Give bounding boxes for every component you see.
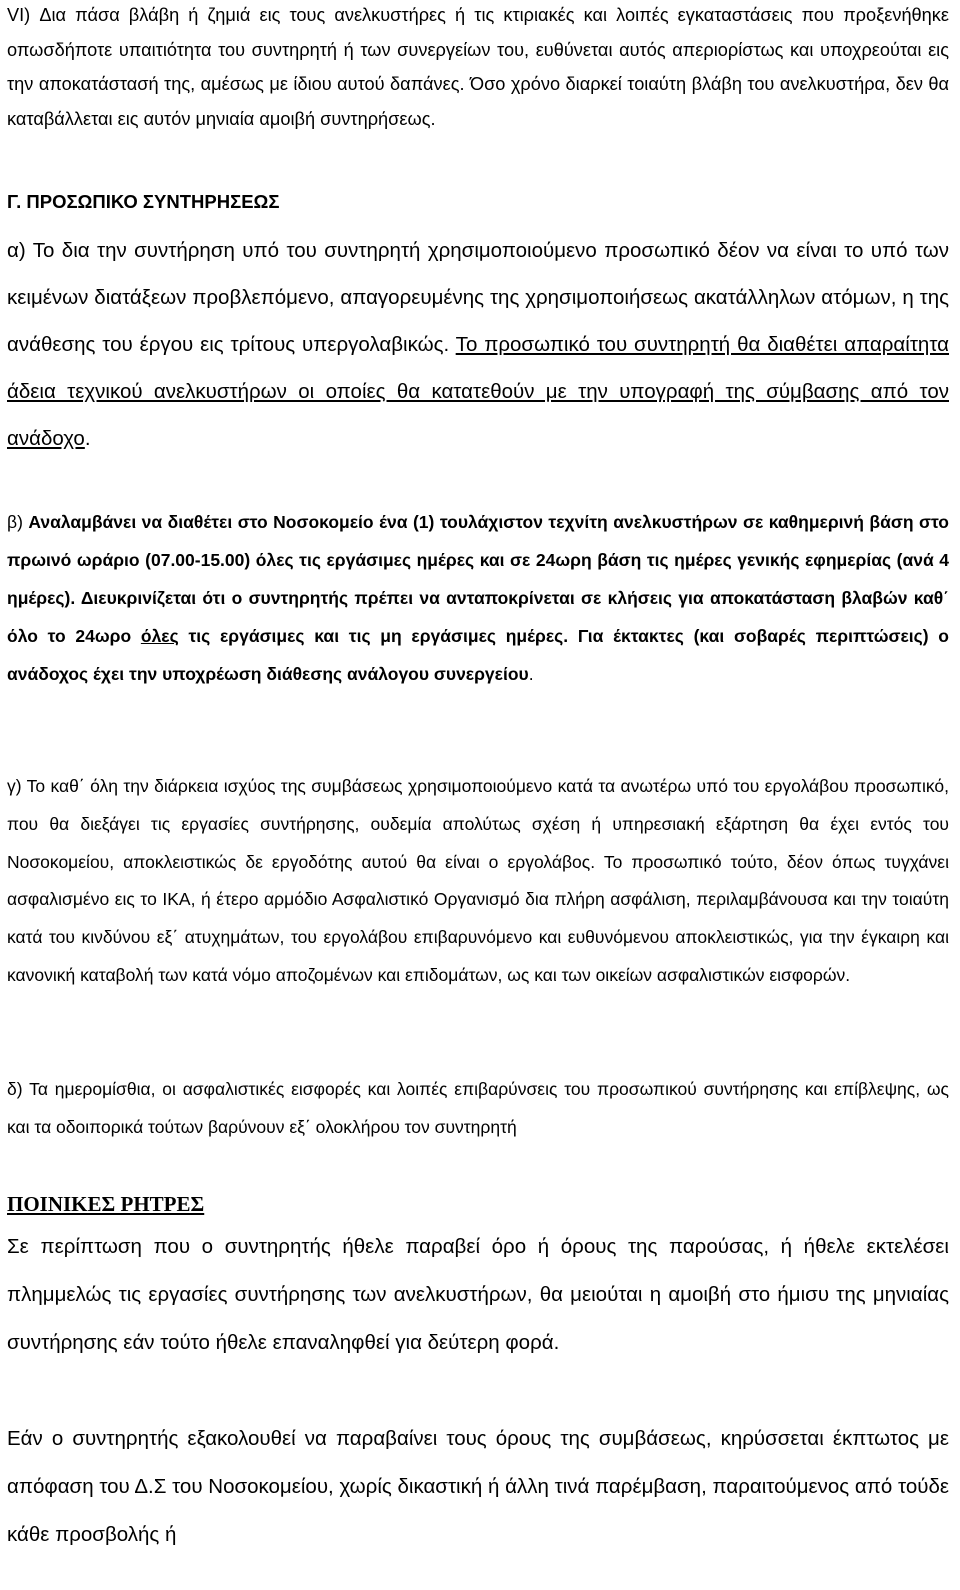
penalty-paragraph-1: Σε περίπτωση που ο συντηρητής ήθελε παραβεί όρο ή όρους της παρούσας, ή ήθελε εκτελέσει πλημμελώς τις εργασίες συντήρησης των ανελκυστήρων, θα μειούται η αμοιβή στο ήμισυ της μηνιαίας συντήρησης εάν τούτο ήθελε επαναληφθεί για δεύτερη φορά. (7, 1235, 949, 1354)
paragraph-b-bold-1: Αναλαμβάνει να διαθέτει στο Νοσοκομείο ένα (1) τουλάχιστον τεχνίτη ανελκυστήρων σε καθημερινή βάση στο πρωινό ωράριο (07.00-15.00) όλες τις εργάσιμες ημέρες και σε 24ωρη βάση τις ημέρες γενικής εφημερίας (ανά 4 ημέρες). Διευκρινίζεται ότι ο συντηρητής πρέπει να ανταποκρίνεται σε κλήσεις για αποκατάσταση βλαβών καθ΄ όλο το 24ωρο (7, 512, 949, 646)
paragraph-b-bold-2: τις εργάσιμες και τις μη εργάσιμες ημέρες. Για έκτακτες (και σοβαρές περιπτώσεις) ο ανάδοχος έχει την υποχρέωση διάθεσης ανάλογου συνεργείου (7, 626, 949, 684)
paragraph-b (7, 503, 949, 693)
paragraph-c: γ) Το καθ΄ όλη την διάρκεια ισχύος της συμβάσεως χρησιμοποιούμενο κατά τα ανωτέρω υπό του εργολάβου προσωπικό, που θα διεξάγει τις εργασίες συντήρησης, ουδεμία απολύτως σχέση ή υπηρεσιακή εξάρτηση θα έχει εντός του Νοσοκομείου, αποκλειστικώς δε εργοδότης αυτού θα είναι ο εργολάβος. Το προσωπικό τούτο, δέον όπως τυγχάνει ασφαλισμένο εις το ΙΚΑ, ή έτερο αρμόδιο Ασφαλιστικό Οργανισμό δια πλήρη ασφάλιση, περιλαμβάνουσα και την τοιαύτη κατά του κινδύνου εξ΄ ατυχημάτων, του εργολάβου επιβαρυνόμενο και ευθυνόμενου αποκλειστικώς, για την έγκαιρη και κανονική καταβολή των κατά νόμο αποζομένων και επιδομάτων, ως και των οικείων ασφαλιστικών εισφορών. (7, 776, 949, 985)
section-heading-personnel: Γ. ΠΡΟΣΩΠΙΚΟ ΣΥΝΤΗΡΗΣΕΩΣ (7, 191, 280, 212)
penalty-paragraph-2: Εάν ο συντηρητής εξακολουθεί να παραβαίνει τους όρους της συμβάσεως, κηρύσσεται έκπτωτος με απόφαση του Δ.Σ του Νοσοκομείου, χωρίς δικαστική ή άλλη τινά παρέμβαση, παραιτούμενος από τούδε κάθε προσβολής ή (7, 1427, 949, 1546)
paragraph-a (7, 227, 949, 462)
paragraph-a-end: . (84, 427, 91, 450)
paragraph-b-bold-underlined: όλες (140, 626, 179, 646)
paragraph-b-prefix: β) (7, 512, 29, 532)
paragraph-d: δ) Τα ημερομίσθια, οι ασφαλιστικές εισφορές και λοιπές επιβαρύνσεις του προσωπικού συντήρησης και επίβλεψης, ως και τα οδοιπορικά τούτων βαρύνουν εξ΄ ολοκλήρου τον συντηρητή (7, 1079, 949, 1137)
paragraph-a-underlined: Το προσωπικό του συντηρητή θα διαθέτει απαραίτητα άδεια τεχνικού ανελκυστήρων οι οποίες θα κατατεθούν με την υπογραφή της σύμβασης από τον ανάδοχο (7, 333, 949, 450)
paragraph-vi: VI) Δια πάσα βλάβη ή ζημιά εις τους ανελκυστήρες ή τις κτιριακές και λοιπές εγκαταστάσεις που προξενήθηκε οπωσδήποτε υπαιτιότητα του συντηρητή ή των συνεργείων του, ευθύνεται αυτός απεριορίστως και υποχρεούται εις την αποκατάστασή της, αμέσως με ίδιου αυτού δαπάνες. Όσο χρόνο διαρκεί τοιαύτη βλάβη του ανελκυστήρα, δεν θα καταβάλλεται εις αυτόν μηνιαία αμοιβή συντηρήσεως. (7, 5, 949, 129)
paragraph-b-end: . (528, 664, 534, 684)
paragraph-a-text: α) Το δια την συντήρηση υπό του συντηρητή χρησιμοποιούμενο προσωπικό δέον να είναι το υπό των κειμένων διατάξεων προβλεπόμενο, απαγορευμένης της χρησιμοποιήσεως ακατάλληλων ατόμων, η της ανάθεσης του έργου εις τρίτους υπεργολαβικώς. (7, 239, 949, 356)
penalty-clauses-title: ΠΟΙΝΙΚΕΣ ΡΗΤΡΕΣ (7, 1192, 205, 1216)
